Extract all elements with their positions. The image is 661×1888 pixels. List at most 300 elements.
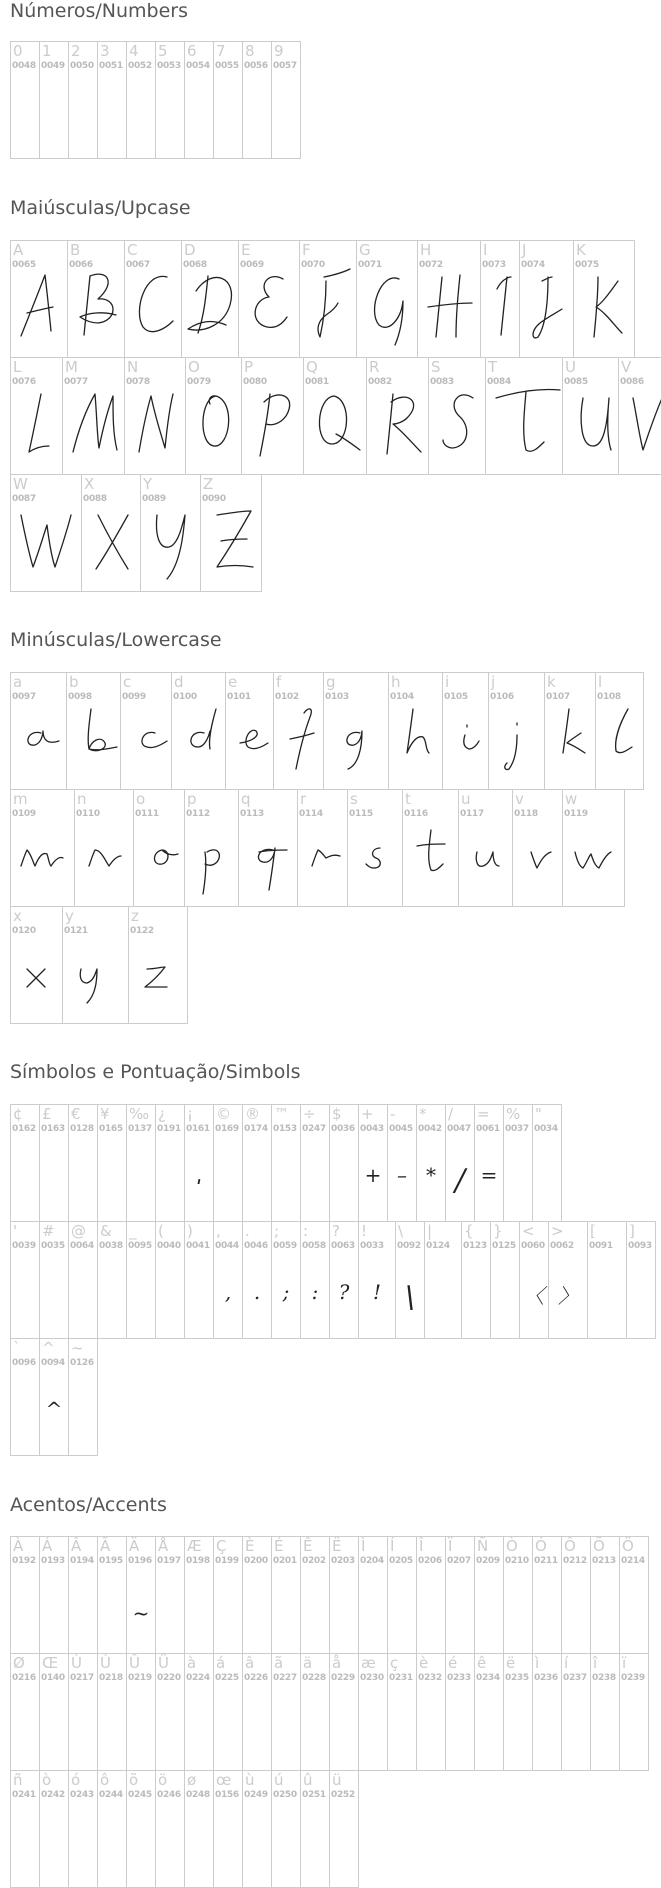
glyph-code-label: 0244 (99, 1790, 123, 1800)
script-glyph-drawing (242, 358, 304, 475)
glyph-cell (39, 1653, 69, 1771)
glyph-cell (242, 1104, 272, 1222)
glyph-code-label: 0102 (275, 692, 299, 702)
glyph-cell (366, 357, 429, 475)
glyph-char-label: w (565, 790, 578, 808)
glyph-code-label: 0174 (244, 1124, 268, 1134)
glyph-char-label: Œ (42, 1654, 59, 1672)
glyph-code-label: 0044 (215, 1241, 239, 1251)
glyph-code-label: 0118 (514, 809, 538, 819)
glyph-char-label: i (445, 673, 450, 691)
script-glyph-stroke (142, 732, 167, 747)
glyph-char-label: y (65, 907, 74, 925)
glyph-cell (329, 1770, 359, 1888)
script-glyph-stroke (496, 389, 560, 451)
glyph-code-label: 0248 (186, 1790, 210, 1800)
glyph-char-label: n (77, 790, 87, 808)
script-glyph-drawing (129, 907, 188, 1024)
glyph-code-label: 0153 (273, 1124, 297, 1134)
section-title-lowercase: Minúsculas/Lowercase (10, 629, 222, 651)
glyph-char-label: 2 (71, 42, 81, 60)
glyph-char-label: # (42, 1222, 55, 1240)
glyph-code-label: 0074 (521, 260, 545, 270)
glyph-code-label: 0073 (482, 260, 506, 270)
glyph-cell (184, 1536, 214, 1654)
glyph-cell (297, 789, 348, 907)
script-glyph-sample: ~ (132, 1601, 150, 1625)
glyph-char-label: Ô (564, 1537, 576, 1555)
glyph-code-label: 0114 (299, 809, 323, 819)
glyph-cell (39, 41, 69, 159)
script-glyph-drawing (11, 358, 63, 475)
glyph-char-label: X (84, 475, 95, 493)
script-glyph-stroke (464, 725, 479, 749)
glyph-char-label: N (127, 358, 139, 376)
glyph-code-label: 0205 (389, 1556, 413, 1566)
glyph-code-label: 0191 (157, 1124, 181, 1134)
glyph-code-label: 0137 (128, 1124, 152, 1134)
glyph-cell (10, 357, 63, 475)
script-glyph-stroke (533, 277, 562, 338)
script-glyph-stroke (89, 850, 121, 866)
script-glyph-stroke (633, 396, 661, 450)
script-glyph-stroke (505, 723, 517, 770)
glyph-code-label: 0069 (240, 260, 264, 270)
glyph-cell (124, 357, 186, 475)
script-glyph-stroke (157, 515, 186, 579)
glyph-char-label: õ (129, 1771, 139, 1789)
glyph-cell (124, 240, 182, 358)
script-glyph-stroke (387, 394, 421, 454)
glyph-code-label: 0201 (273, 1556, 297, 1566)
glyph-cell (532, 1653, 562, 1771)
glyph-char-label: £ (42, 1105, 52, 1123)
glyph-code-label: 0085 (564, 377, 588, 387)
glyph-char-label: û (303, 1771, 313, 1789)
script-glyph-stroke (73, 394, 117, 452)
glyph-char-label: A (13, 241, 24, 259)
glyph-cell (155, 1104, 185, 1222)
glyph-char-label: 6 (187, 42, 197, 60)
section-title-symbols: Símbolos e Pontuação/Simbols (10, 1061, 301, 1083)
glyph-char-label: < (522, 1222, 535, 1240)
script-glyph-drawing (574, 241, 635, 358)
glyph-cell (503, 1653, 533, 1771)
glyph-code-label: 0238 (592, 1673, 616, 1683)
glyph-char-label: L (13, 358, 22, 376)
script-glyph-stroke (217, 511, 253, 567)
glyph-code-label: 0230 (360, 1673, 384, 1683)
glyph-code-label: 0098 (68, 692, 92, 702)
glyph-char-label: K (576, 241, 586, 259)
glyph-code-label: 0198 (186, 1556, 210, 1566)
script-glyph-stroke (318, 269, 350, 337)
glyph-code-label: 0105 (444, 692, 468, 702)
glyph-cell (155, 1221, 185, 1339)
glyph-cell (303, 357, 367, 475)
glyph-char-label: ø (187, 1771, 197, 1789)
glyph-code-label: 0111 (135, 809, 159, 819)
script-glyph-drawing (389, 673, 443, 790)
glyph-char-label: ü (332, 1771, 342, 1789)
script-glyph-stroke (139, 276, 173, 331)
script-glyph-stroke (145, 967, 167, 987)
glyph-cell (512, 789, 563, 907)
glyph-code-label: 0109 (12, 809, 36, 819)
glyph-cell (155, 1653, 185, 1771)
glyph-code-label: 0251 (302, 1790, 326, 1800)
glyph-code-label: 0229 (331, 1673, 355, 1683)
glyph-cell (300, 1221, 330, 1339)
glyph-char-label: Ø (13, 1654, 25, 1672)
glyph-cell (97, 1536, 127, 1654)
glyph-code-label: 0033 (360, 1241, 384, 1251)
glyph-char-label: ? (332, 1222, 340, 1240)
glyph-char-label: M (65, 358, 78, 376)
glyph-char-label: À (13, 1537, 24, 1555)
glyph-code-label: 0233 (447, 1673, 471, 1683)
glyph-char-label: ‰ (129, 1105, 150, 1123)
glyph-code-label: 0080 (243, 377, 267, 387)
glyph-code-label: 0092 (397, 1241, 421, 1251)
glyph-char-label: Í (390, 1537, 395, 1555)
script-glyph-drawing (75, 790, 134, 907)
glyph-code-label: 0047 (447, 1124, 471, 1134)
glyph-char-label: C (127, 241, 138, 259)
glyph-code-label: 0103 (325, 692, 349, 702)
glyph-char-label: ¥ (100, 1105, 110, 1123)
glyph-char-label: â (245, 1654, 255, 1672)
script-glyph-stroke (21, 275, 53, 336)
glyph-cell (503, 1104, 533, 1222)
glyph-cell (200, 474, 262, 592)
glyph-cell (126, 1104, 156, 1222)
glyph-char-label: + (361, 1105, 374, 1123)
script-glyph-drawing (172, 673, 226, 790)
glyph-code-label: 0241 (12, 1790, 36, 1800)
script-glyph-sample: ? (338, 1280, 350, 1304)
glyph-code-label: 0122 (130, 926, 154, 936)
script-glyph-stroke (347, 731, 362, 769)
script-glyph-stroke (155, 850, 179, 864)
glyph-code-label: 0057 (273, 61, 297, 71)
glyph-code-label: 0094 (41, 1358, 65, 1368)
glyph-code-label: 0219 (128, 1673, 152, 1683)
script-glyph-stroke (203, 396, 229, 446)
script-glyph-drawing (125, 241, 182, 358)
glyph-code-label: 0224 (186, 1673, 210, 1683)
script-glyph-drawing (63, 907, 129, 1024)
glyph-cell (532, 1536, 562, 1654)
glyph-code-label: 0060 (521, 1241, 545, 1251)
script-glyph-drawing (67, 673, 121, 790)
glyph-char-label: S (431, 358, 441, 376)
glyph-cell (329, 1653, 359, 1771)
glyph-cell (271, 1536, 301, 1654)
glyph-code-label: 0087 (12, 494, 36, 504)
glyph-code-label: 0075 (575, 260, 599, 270)
glyph-char-label: > (551, 1222, 564, 1240)
glyph-cell (323, 672, 389, 790)
glyph-cell (97, 1653, 127, 1771)
glyph-char-label: _ (129, 1222, 137, 1240)
script-glyph-stroke (563, 709, 585, 753)
glyph-char-label: Ñ (477, 1537, 489, 1555)
glyph-cell (619, 1536, 649, 1654)
script-glyph-stroke (476, 852, 499, 866)
glyph-code-label: 0204 (360, 1556, 384, 1566)
glyph-code-label: 0210 (505, 1556, 529, 1566)
glyph-code-label: 0192 (12, 1556, 36, 1566)
glyph-cell (39, 1104, 69, 1222)
glyph-cell (68, 1338, 98, 1456)
glyph-code-label: 0108 (597, 692, 621, 702)
script-glyph-drawing (239, 790, 298, 907)
glyph-code-label: 0089 (142, 494, 166, 504)
glyph-code-label: 0100 (173, 692, 197, 702)
glyph-char-label: B (70, 241, 81, 259)
glyph-char-label: P (244, 358, 254, 376)
script-glyph-stroke (319, 396, 360, 450)
script-glyph-stroke (312, 850, 340, 866)
glyph-char-label: g (326, 673, 336, 691)
glyph-cell (562, 789, 625, 907)
glyph-cell (120, 672, 172, 790)
glyph-char-label: l (598, 673, 603, 691)
glyph-code-label: 0246 (157, 1790, 181, 1800)
glyph-code-label: 0067 (126, 260, 150, 270)
script-glyph-drawing (563, 790, 625, 907)
glyph-char-label: ï (622, 1654, 627, 1672)
glyph-char-label: Ù (71, 1654, 82, 1672)
script-glyph-sample: = (480, 1163, 498, 1187)
glyph-cell (39, 1221, 69, 1339)
script-glyph-drawing (11, 241, 68, 358)
glyph-cell (519, 240, 574, 358)
glyph-cell (271, 1653, 301, 1771)
glyph-char-label: } (493, 1222, 503, 1240)
glyph-cell (81, 474, 141, 592)
glyph-char-label: x (13, 907, 22, 925)
glyph-char-label: [ (590, 1222, 596, 1240)
glyph-char-label: m (13, 790, 28, 808)
glyph-code-label: 0038 (99, 1241, 123, 1251)
glyph-char-label: ê (477, 1654, 487, 1672)
glyph-cell (10, 906, 63, 1024)
glyph-cell (300, 1653, 330, 1771)
glyph-cell (461, 1221, 491, 1339)
glyph-char-label: Ê (303, 1537, 313, 1555)
glyph-cell (519, 1221, 549, 1339)
script-glyph-drawing (11, 790, 75, 907)
glyph-char-label: ë (506, 1654, 516, 1672)
glyph-cell (242, 1221, 272, 1339)
script-glyph-sample: ! (372, 1280, 382, 1304)
glyph-char-label: u (461, 790, 471, 808)
glyph-code-label: 0046 (244, 1241, 268, 1251)
script-glyph-drawing (486, 358, 563, 475)
glyph-char-label: G (359, 241, 371, 259)
glyph-code-label: 0232 (418, 1673, 442, 1683)
script-glyph-stroke (21, 850, 63, 866)
script-glyph-drawing (182, 241, 239, 358)
glyph-code-label: 0123 (463, 1241, 487, 1251)
glyph-cell (561, 1653, 591, 1771)
glyph-code-label: 0048 (12, 61, 36, 71)
glyph-cell (445, 1653, 475, 1771)
script-glyph-stroke (80, 274, 116, 335)
glyph-cell (458, 789, 513, 907)
glyph-cell (618, 357, 661, 475)
glyph-code-label: 0042 (418, 1124, 442, 1134)
script-glyph-stroke (28, 731, 59, 745)
glyph-char-label: | (427, 1222, 433, 1240)
glyph-char-label: D (184, 241, 196, 259)
script-glyph-sample: ^ (45, 1397, 63, 1421)
glyph-char-label: É (274, 1537, 284, 1555)
glyph-code-label: 0070 (301, 260, 325, 270)
section-title-upcase: Maiúsculas/Upcase (10, 197, 191, 219)
glyph-code-label: 0054 (186, 61, 210, 71)
glyph-cell (587, 1221, 627, 1339)
glyph-char-label: = (477, 1105, 490, 1123)
glyph-char-label: 7 (216, 42, 226, 60)
glyph-code-label: 0061 (476, 1124, 500, 1134)
glyph-char-label: 0 (13, 42, 23, 60)
glyph-char-label: Ì (361, 1537, 366, 1555)
glyph-char-label: * (419, 1105, 427, 1123)
glyph-char-label: e (228, 673, 238, 691)
glyph-code-label: 0209 (476, 1556, 500, 1566)
glyph-cell (445, 1536, 475, 1654)
glyph-char-label: ! (361, 1222, 368, 1240)
glyph-cell (184, 789, 239, 907)
glyph-char-label: / (448, 1105, 454, 1123)
glyph-code-label: 0051 (99, 61, 123, 71)
glyph-code-label: 0243 (70, 1790, 94, 1800)
glyph-code-label: 0169 (215, 1124, 239, 1134)
glyph-cell (133, 789, 185, 907)
script-glyph-drawing (459, 790, 513, 907)
glyph-cell (140, 474, 201, 592)
glyph-cell (358, 1653, 388, 1771)
glyph-code-label: 0231 (389, 1673, 413, 1683)
glyph-char-label: 9 (274, 42, 284, 60)
script-glyph-drawing (563, 358, 619, 475)
glyph-code-label: 0226 (244, 1673, 268, 1683)
glyph-cell (416, 1104, 446, 1222)
glyph-cell (416, 1536, 446, 1654)
glyph-code-label: 0117 (460, 809, 484, 819)
glyph-char-label: © (216, 1105, 231, 1123)
glyph-cell (238, 240, 300, 358)
script-glyph-stroke (575, 852, 611, 868)
glyph-cell (271, 1770, 301, 1888)
script-glyph-stroke (203, 850, 219, 894)
glyph-cell (241, 357, 304, 475)
glyph-char-label: å (332, 1654, 342, 1672)
glyph-char-label: k (547, 673, 556, 691)
glyph-cell (126, 1221, 156, 1339)
glyph-char-label: o (136, 790, 146, 808)
glyph-cell (347, 789, 403, 907)
script-glyph-stroke (443, 395, 473, 448)
glyph-cell (39, 1338, 69, 1456)
glyph-char-label: Â (71, 1537, 82, 1555)
glyph-code-label: 0213 (592, 1556, 616, 1566)
glyph-char-label: - (390, 1105, 396, 1123)
script-glyph-drawing (141, 475, 201, 592)
glyph-cell (10, 1338, 40, 1456)
glyph-cell (68, 1536, 98, 1654)
script-glyph-drawing (429, 358, 486, 475)
glyph-cell (562, 357, 619, 475)
glyph-char-label: ò (42, 1771, 52, 1789)
script-glyph-drawing (619, 358, 661, 475)
glyph-char-label: : (303, 1222, 309, 1240)
glyph-cell (402, 789, 459, 907)
glyph-cell (126, 41, 156, 159)
glyph-code-label: 0234 (476, 1673, 500, 1683)
script-glyph-sample: + (364, 1163, 382, 1187)
glyph-code-label: 0121 (64, 926, 88, 936)
glyph-char-label: f (276, 673, 282, 691)
glyph-char-label: Y (143, 475, 153, 493)
glyph-cell (329, 1536, 359, 1654)
glyph-code-label: 0245 (128, 1790, 152, 1800)
glyph-cell (128, 906, 188, 1024)
glyph-code-label: 0115 (349, 809, 373, 819)
glyph-char-label: J (522, 241, 527, 259)
script-glyph-stroke (616, 709, 632, 753)
script-glyph-drawing (513, 790, 563, 907)
glyph-code-label: 0039 (12, 1241, 36, 1251)
glyph-code-label: 0242 (41, 1790, 65, 1800)
glyph-code-label: 0228 (302, 1673, 326, 1683)
glyph-cell (329, 1104, 359, 1222)
glyph-cell (10, 789, 75, 907)
glyph-char-label: V (621, 358, 632, 376)
glyph-char-label: ù (245, 1771, 255, 1789)
script-glyph-stroke (188, 276, 231, 333)
glyph-cell (490, 1221, 520, 1339)
glyph-code-label: 0250 (273, 1790, 297, 1800)
glyph-code-label: 0128 (70, 1124, 94, 1134)
script-glyph-sample: ; (282, 1280, 290, 1304)
glyph-code-label: 0126 (70, 1358, 94, 1368)
glyph-char-label: ÷ (303, 1105, 316, 1123)
glyph-cell (10, 1104, 40, 1222)
glyph-cell (184, 41, 214, 159)
glyph-char-label: d (174, 673, 184, 691)
glyph-char-label: Å (158, 1537, 169, 1555)
glyph-code-label: 0034 (534, 1124, 558, 1134)
script-glyph-drawing (11, 907, 63, 1024)
glyph-code-label: 0227 (273, 1673, 297, 1683)
glyph-cell (238, 789, 298, 907)
glyph-cell (155, 1770, 185, 1888)
glyph-char-label: H (420, 241, 432, 259)
script-glyph-drawing (443, 673, 489, 790)
script-glyph-stroke (258, 848, 287, 890)
glyph-cell (480, 240, 520, 358)
glyph-code-label: 0064 (70, 1241, 94, 1251)
script-glyph-stroke (594, 277, 622, 337)
glyph-code-label: 0045 (389, 1124, 413, 1134)
glyph-char-label: ô (100, 1771, 110, 1789)
script-glyph-stroke (290, 709, 314, 769)
glyph-char-label: ã (274, 1654, 284, 1672)
